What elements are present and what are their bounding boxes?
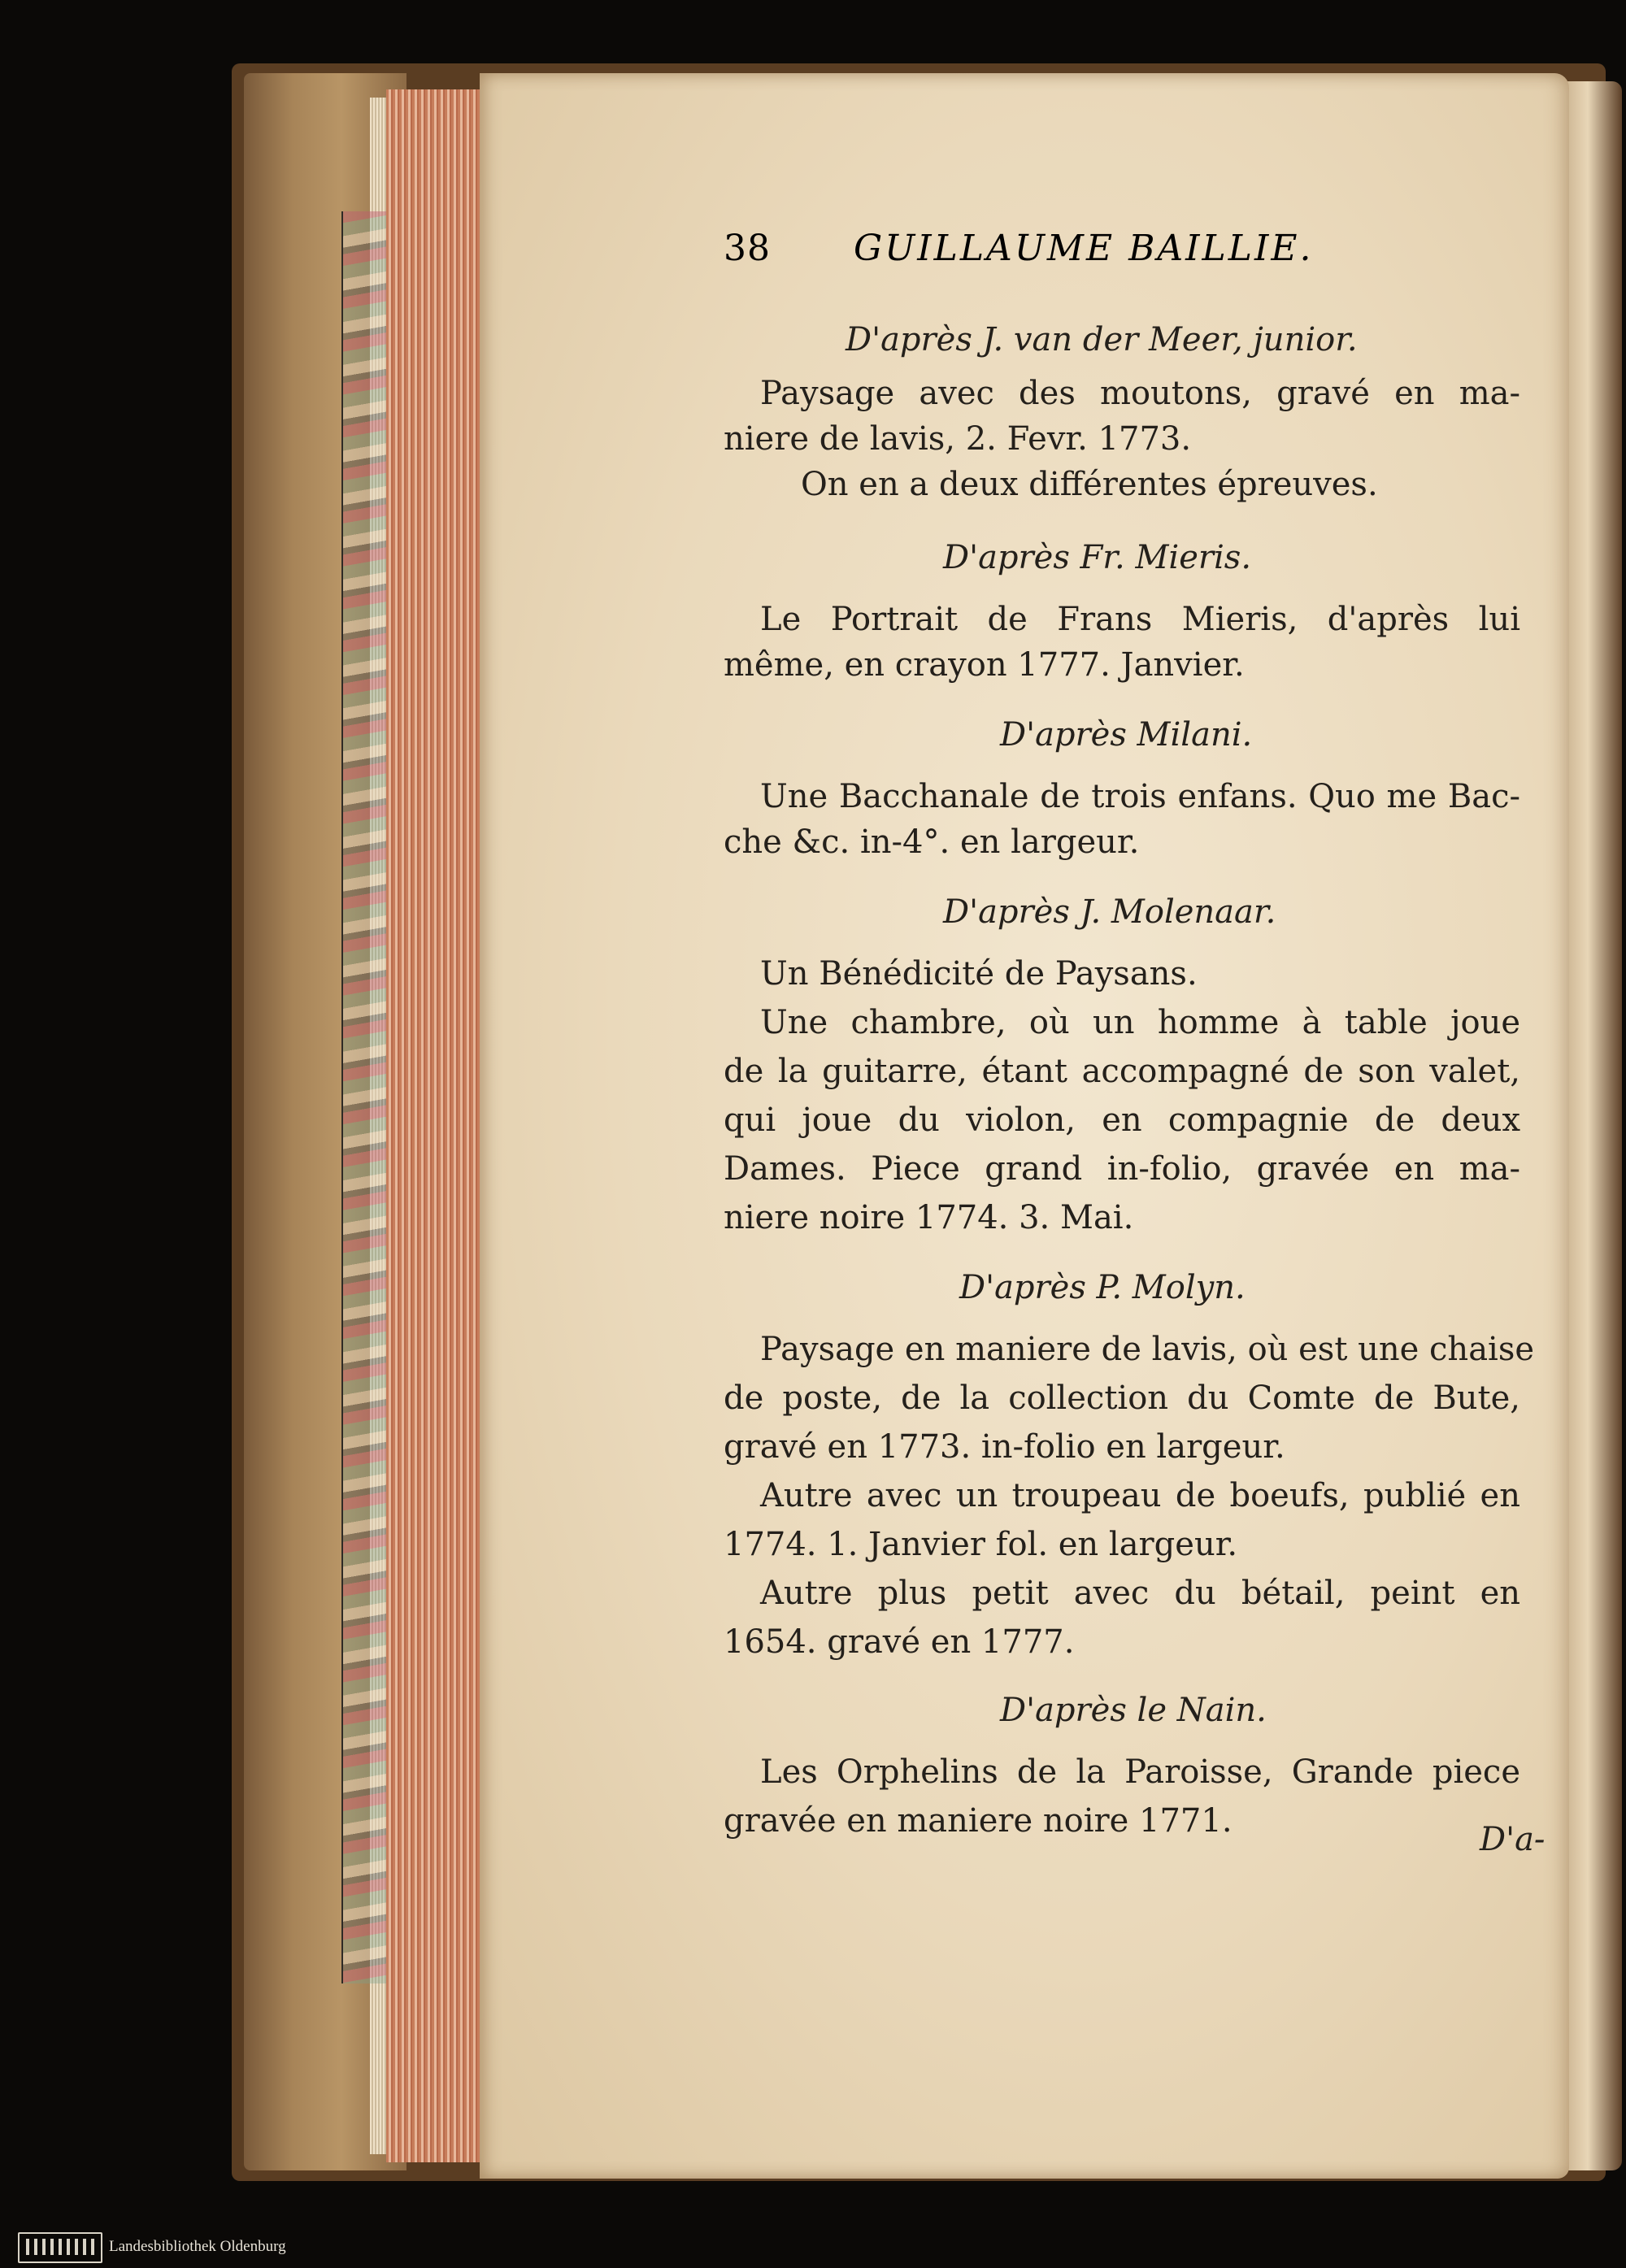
section-heading: D'après J. Molenaar. bbox=[943, 893, 1276, 931]
section-heading: D'après J. van der Meer, junior. bbox=[846, 321, 1358, 358]
text-line: Une Bacchanale de trois enfans. Quo me Bac- bbox=[760, 778, 1520, 815]
text-line: Dames. Piece grand in-folio, gravée en ma- bbox=[724, 1150, 1520, 1188]
page-edges bbox=[386, 89, 485, 2162]
section-heading: D'après le Nain. bbox=[1000, 1692, 1267, 1729]
section-heading: D'après Milani. bbox=[1000, 716, 1253, 754]
section-heading: D'après P. Molyn. bbox=[959, 1269, 1246, 1306]
page-header bbox=[724, 228, 1439, 276]
text-line: Le Portrait de Frans Mieris, d'après lui bbox=[760, 601, 1520, 638]
text-line: de poste, de la collection du Comte de Bute, bbox=[724, 1379, 1520, 1417]
text-line: qui joue du violon, en compagnie de deux bbox=[724, 1101, 1520, 1139]
text-line: Un Bénédicité de Paysans. bbox=[760, 955, 1198, 993]
text-line: gravé en 1773. in-folio en largeur. bbox=[724, 1428, 1285, 1466]
text-line: niere de lavis, 2. Fevr. 1773. bbox=[724, 420, 1192, 458]
text-line: même, en crayon 1777. Janvier. bbox=[724, 646, 1245, 684]
text-line: Une chambre, où un homme à table joue bbox=[760, 1004, 1520, 1041]
text-line: Autre avec un troupeau de boeufs, publié en bbox=[760, 1477, 1520, 1514]
running-title: GUILLAUME BAILLIE. bbox=[854, 228, 1314, 269]
catchword: D'a- bbox=[1480, 1821, 1546, 1858]
library-credit: Landesbibliothek Oldenburg bbox=[109, 2238, 286, 2255]
text-line: niere noire 1774. 3. Mai. bbox=[724, 1199, 1134, 1236]
text-line: 1654. gravé en 1777. bbox=[724, 1623, 1075, 1661]
text-line: 1774. 1. Janvier fol. en largeur. bbox=[724, 1526, 1238, 1563]
text-line: Paysage avec des moutons, gravé en ma- bbox=[760, 375, 1520, 412]
section-heading: D'après Fr. Mieris. bbox=[943, 539, 1252, 576]
text-line: Autre plus petit avec du bétail, peint en bbox=[760, 1575, 1520, 1612]
text-line: Les Orphelins de la Paroisse, Grande piece bbox=[760, 1753, 1520, 1791]
library-building-icon bbox=[18, 2232, 102, 2263]
text-line: che &c. in-4°. en largeur. bbox=[724, 823, 1140, 861]
page-number: 38 bbox=[724, 228, 771, 269]
text-line: On en a deux différentes épreuves. bbox=[801, 466, 1378, 503]
text-line: gravée en maniere noire 1771. bbox=[724, 1802, 1233, 1840]
text-line: Paysage en maniere de lavis, où est une chaise bbox=[760, 1331, 1535, 1368]
right-page-edge bbox=[1565, 81, 1622, 2170]
text-line: de la guitarre, étant accompagné de son valet, bbox=[724, 1053, 1520, 1090]
